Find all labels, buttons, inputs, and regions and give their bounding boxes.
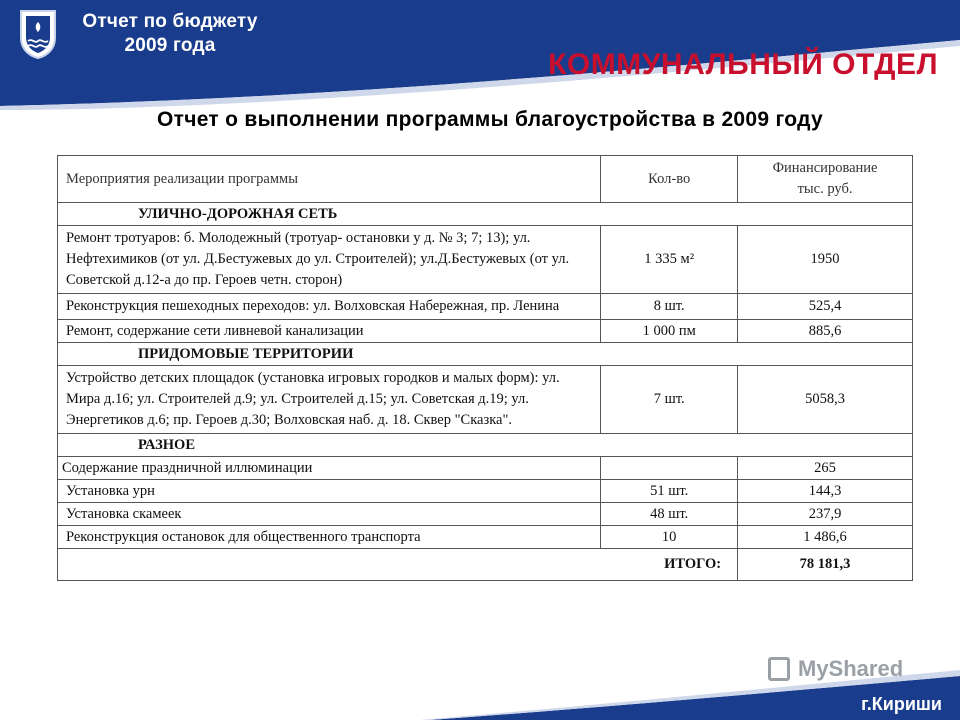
row-qty: 1 335 м² bbox=[601, 226, 738, 294]
city-emblem-icon bbox=[18, 8, 58, 60]
table-row bbox=[58, 366, 913, 434]
header-cell-fin bbox=[738, 156, 913, 203]
header-title-line2: 2009 года bbox=[124, 35, 216, 56]
row-qty: 7 шт. bbox=[601, 366, 738, 434]
row-fin: 1 486,6 bbox=[738, 526, 913, 549]
total-value: 78 181,3 bbox=[738, 549, 913, 581]
header-title bbox=[70, 10, 270, 58]
section-row-yards bbox=[58, 343, 913, 366]
row-name: Реконструкция остановок для общественного транспорта bbox=[58, 526, 601, 549]
header-title-line1: Отчет по бюджету bbox=[82, 11, 258, 32]
table-row bbox=[58, 457, 913, 480]
row-qty: 10 bbox=[601, 526, 738, 549]
section-row-street bbox=[58, 203, 913, 226]
header-cell-name: Мероприятия реализации программы bbox=[58, 156, 601, 203]
table-header-row bbox=[58, 156, 913, 203]
section-title: ПРИДОМОВЫЕ ТЕРРИТОРИИ bbox=[58, 343, 913, 366]
table-row bbox=[58, 226, 913, 294]
row-name: Ремонт тротуаров: б. Молодежный (тротуар- остановки у д. № 3; 7; 13); ул. Нефтехимиков (от ул. Д.Бестужевых до ул. Строителей); ул.Д.Бестужевых (от ул. Советской д.12-а до пр. Героев четн. сторон) bbox=[58, 226, 601, 294]
row-name: Реконструкция пешеходных переходов: ул. Волховская Набережная, пр. Ленина bbox=[58, 294, 601, 320]
table-row bbox=[58, 503, 913, 526]
row-fin: 237,9 bbox=[738, 503, 913, 526]
header-fin-line2: тыс. руб. bbox=[797, 181, 853, 197]
header-cell-qty: Кол-во bbox=[601, 156, 738, 203]
report-title: Отчет о выполнении программы благоустройства в 2009 году bbox=[157, 108, 823, 131]
table-row bbox=[58, 294, 913, 320]
row-name: Устройство детских площадок (установка игровых городков и малых форм): ул. Мира д.16; ул. Строителей д.9; ул. Строителей д.15; ул. Советская д.19; ул. Энергетиков д.6; пр. Героев д.30; Волховская наб. д. 18. Сквер "Сказка". bbox=[58, 366, 601, 434]
row-qty: 1 000 пм bbox=[601, 320, 738, 343]
row-fin: 1950 bbox=[738, 226, 913, 294]
section-title: УЛИЧНО-ДОРОЖНАЯ СЕТЬ bbox=[58, 203, 913, 226]
row-fin: 525,4 bbox=[738, 294, 913, 320]
department-title: КОММУНАЛЬНЫЙ ОТДЕЛ bbox=[548, 48, 938, 81]
row-qty: 48 шт. bbox=[601, 503, 738, 526]
row-qty bbox=[601, 457, 738, 480]
program-table bbox=[57, 155, 913, 581]
row-name: Установка урн bbox=[58, 480, 601, 503]
row-name: Ремонт, содержание сети ливневой канализации bbox=[58, 320, 601, 343]
table-row bbox=[58, 480, 913, 503]
table-row bbox=[58, 526, 913, 549]
row-qty: 8 шт. bbox=[601, 294, 738, 320]
watermark-logo-icon bbox=[768, 657, 790, 681]
header-fin-line1: Финансирование bbox=[772, 160, 878, 176]
row-name: Установка скамеек bbox=[58, 503, 601, 526]
row-fin: 144,3 bbox=[738, 480, 913, 503]
watermark bbox=[768, 655, 928, 685]
footer-city: г.Кириши bbox=[861, 694, 942, 714]
row-name: Содержание праздничной иллюминации bbox=[58, 457, 601, 480]
watermark-text: MyShared bbox=[798, 656, 904, 681]
section-row-misc bbox=[58, 434, 913, 457]
total-row bbox=[58, 549, 913, 581]
total-label: ИТОГО: bbox=[58, 549, 738, 581]
row-qty: 51 шт. bbox=[601, 480, 738, 503]
section-title: РАЗНОЕ bbox=[58, 434, 913, 457]
row-fin: 5058,3 bbox=[738, 366, 913, 434]
table-row bbox=[58, 320, 913, 343]
row-fin: 265 bbox=[738, 457, 913, 480]
row-fin: 885,6 bbox=[738, 320, 913, 343]
